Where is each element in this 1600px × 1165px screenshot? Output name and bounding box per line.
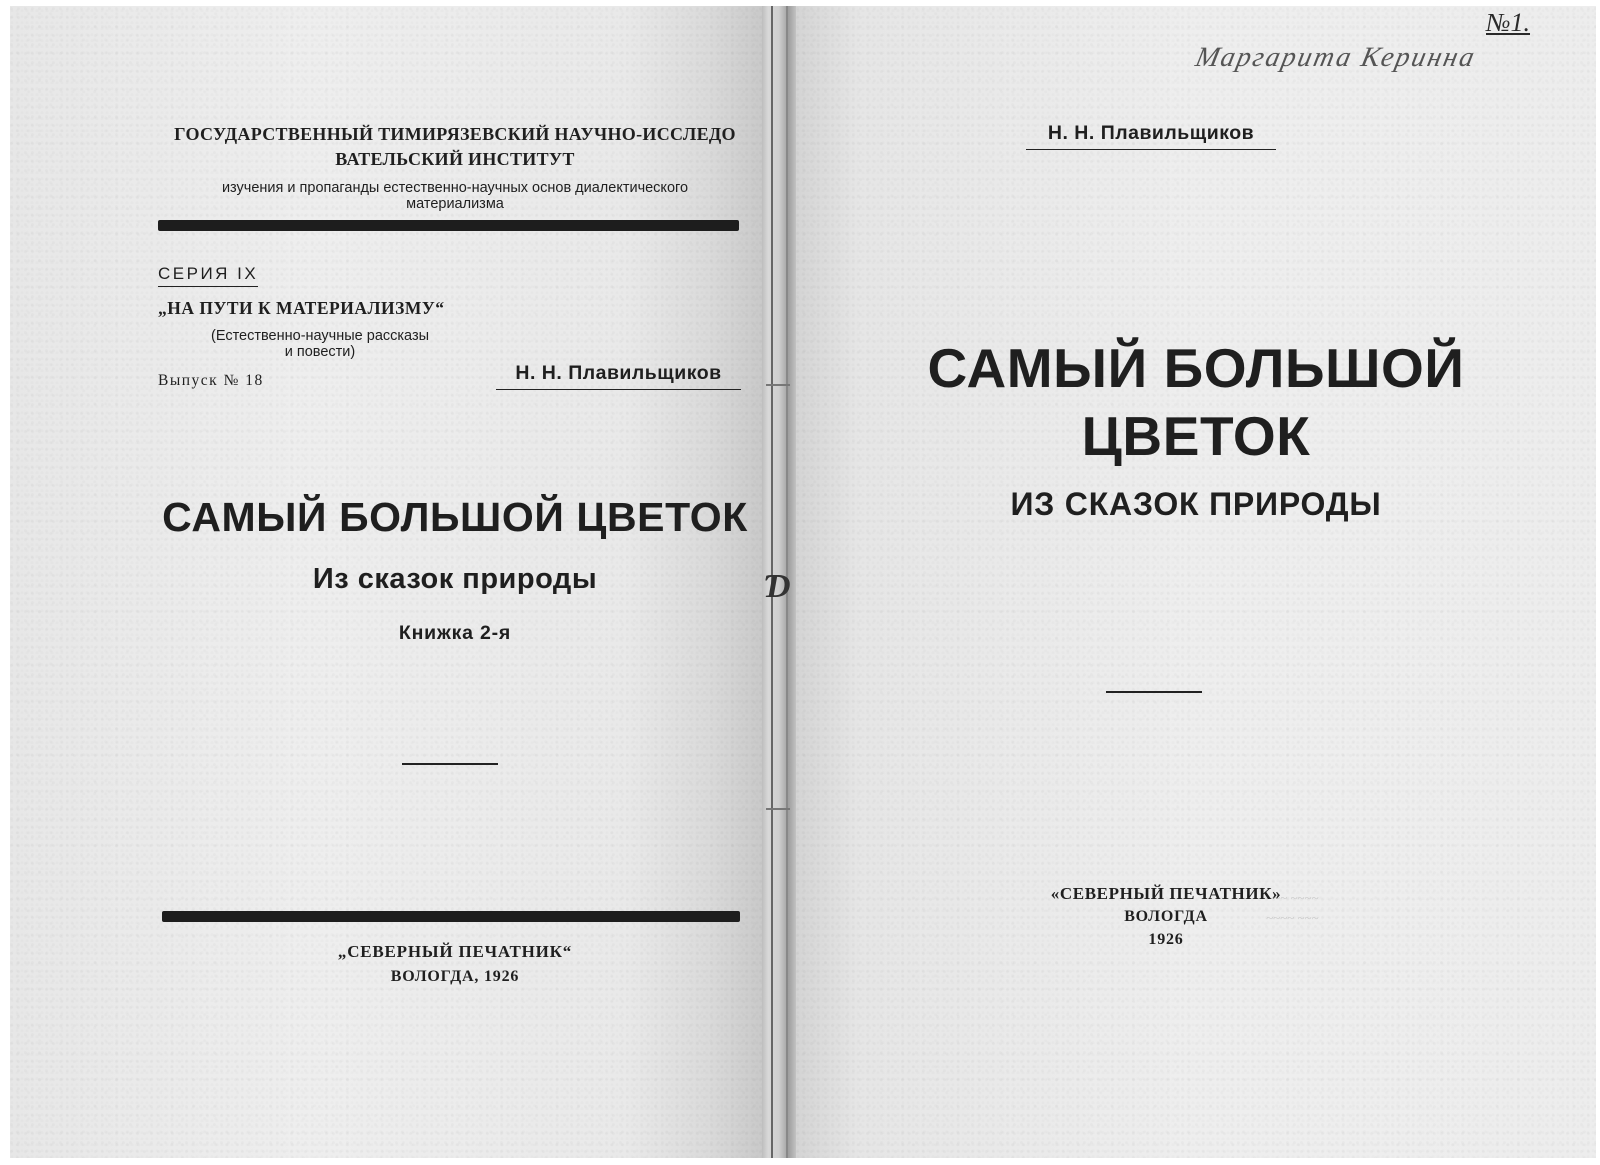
author-name: Н. Н. Плавильщиков <box>496 362 741 390</box>
left-page <box>10 6 762 1158</box>
publication-year: 1926 <box>1148 931 1184 948</box>
spine-binding-mark-icon: Ɗ <box>764 568 791 605</box>
author-name: Н. Н. Плавильщиков <box>1026 122 1276 150</box>
book-title-line1: САМЫЙ БОЛЬШОЙ <box>927 337 1465 399</box>
book-spine <box>762 6 796 1158</box>
publisher-city: ВОЛОГДА <box>1124 908 1208 925</box>
short-divider-rule <box>1106 691 1202 693</box>
series-description-line1: (Естественно-научные рассказы <box>210 328 430 344</box>
publisher-city-year: ВОЛОГДА, 1926 <box>390 968 520 985</box>
series-description-line2: и повести) <box>284 344 356 360</box>
publisher-name: „СЕВЕРНЫЙ ПЕЧАТНИК“ <box>337 942 573 961</box>
issue-number: Выпуск № 18 <box>158 372 264 389</box>
series-label: СЕРИЯ IX <box>158 264 258 287</box>
paper-texture <box>796 6 1596 1158</box>
owner-signature: Маргарита Керинна <box>1192 42 1479 73</box>
bleed-through-text: ~~~~ ~~~ <box>1266 910 1319 925</box>
handwritten-number: №1. <box>1486 8 1531 37</box>
book-number: Книжка 2-я <box>398 622 512 644</box>
bottom-divider-rule <box>162 911 740 922</box>
institute-name-line1: ГОСУДАРСТВЕННЫЙ ТИМИРЯЗЕВСКИЙ НАУЧНО-ИССЛЕДО <box>174 124 736 144</box>
right-page <box>796 6 1596 1158</box>
book-subtitle: Из сказок природы <box>312 563 598 595</box>
series-name: „НА ПУТИ К МАТЕРИАЛИЗМУ“ <box>158 298 445 318</box>
publisher-name: «СЕВЕРНЫЙ ПЕЧАТНИК» <box>1050 884 1282 903</box>
top-divider-rule <box>158 220 739 231</box>
institute-subtitle-line1: изучения и пропаганды естественно-научных основ диалектического <box>221 180 689 196</box>
book-subtitle: ИЗ СКАЗОК ПРИРОДЫ <box>1010 486 1382 522</box>
short-divider-rule <box>402 763 498 765</box>
book-title-line2: ЦВЕТОК <box>1081 405 1311 467</box>
institute-subtitle-line2: материализма <box>406 196 504 212</box>
book-title: САМЫЙ БОЛЬШОЙ ЦВЕТОК <box>162 494 748 540</box>
bleed-through-text: ~~~ ~~~~ <box>1266 890 1319 905</box>
institute-name-line2: ВАТЕЛЬСКИЙ ИНСТИТУТ <box>335 149 575 169</box>
spine-stitch <box>766 384 790 386</box>
spine-stitch <box>766 808 790 810</box>
